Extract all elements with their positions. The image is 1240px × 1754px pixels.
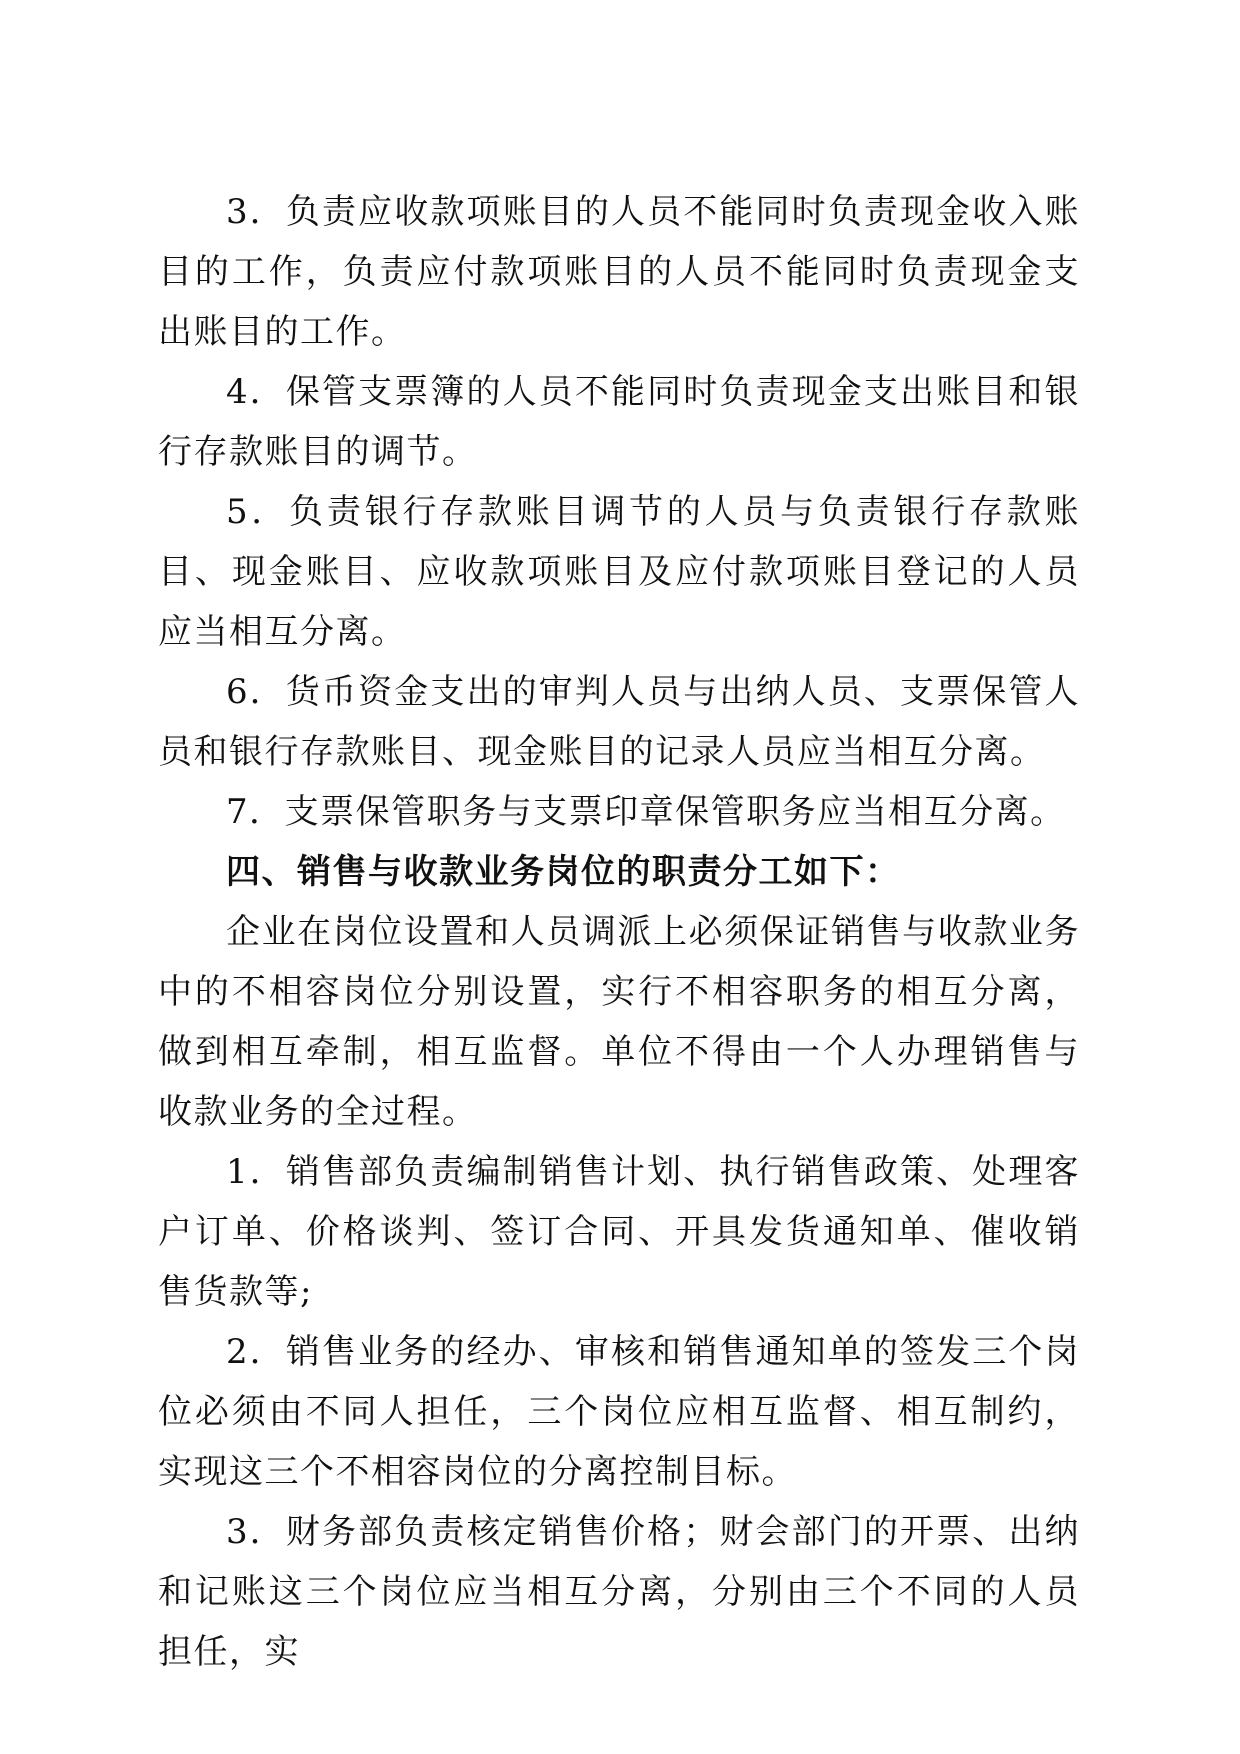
paragraph-item-7: 7．支票保管职务与支票印章保管职务应当相互分离。 [226,792,1066,832]
sales-item-1: 1．销售部负责编制销售计划、执行销售政策、处理客户订单、价格谈判、签订合同、开具发货通知单、催收销售货款等; [158,1152,1080,1312]
sales-item-2: 2．销售业务的经办、审核和销售通知单的签发三个岗位必须由不同人担任，三个岗位应相互监督、相互制约，实现这三个不相容岗位的分离控制目标。 [158,1332,1080,1492]
paragraph-item-4: 4．保管支票簿的人员不能同时负责现金支出账目和银行存款账目的调节。 [158,372,1080,472]
document-body [158,182,1080,1682]
section-intro-paragraph: 企业在岗位设置和人员调派上必须保证销售与收款业务中的不相容岗位分别设置，实行不相容职务的相互分离，做到相互牵制，相互监督。单位不得由一个人办理销售与收款业务的全过程。 [158,912,1080,1132]
paragraph-item-5: 5．负责银行存款账目调节的人员与负责银行存款账目、现金账目、应收款项账目及应付款项账目登记的人员应当相互分离。 [158,492,1080,652]
paragraph-item-6: 6．货币资金支出的审判人员与出纳人员、支票保管人员和银行存款账目、现金账目的记录人员应当相互分离。 [158,672,1080,772]
section-heading: 四、销售与收款业务岗位的职责分工如下： [226,852,901,892]
sales-item-3: 3．财务部负责核定销售价格；财会部门的开票、出纳和记账这三个岗位应当相互分离，分别由三个不同的人员担任，实 [158,1512,1080,1672]
paragraph-item-3: 3．负责应收款项账目的人员不能同时负责现金收入账目的工作，负责应付款项账目的人员不能同时负责现金支出账目的工作。 [158,192,1080,352]
